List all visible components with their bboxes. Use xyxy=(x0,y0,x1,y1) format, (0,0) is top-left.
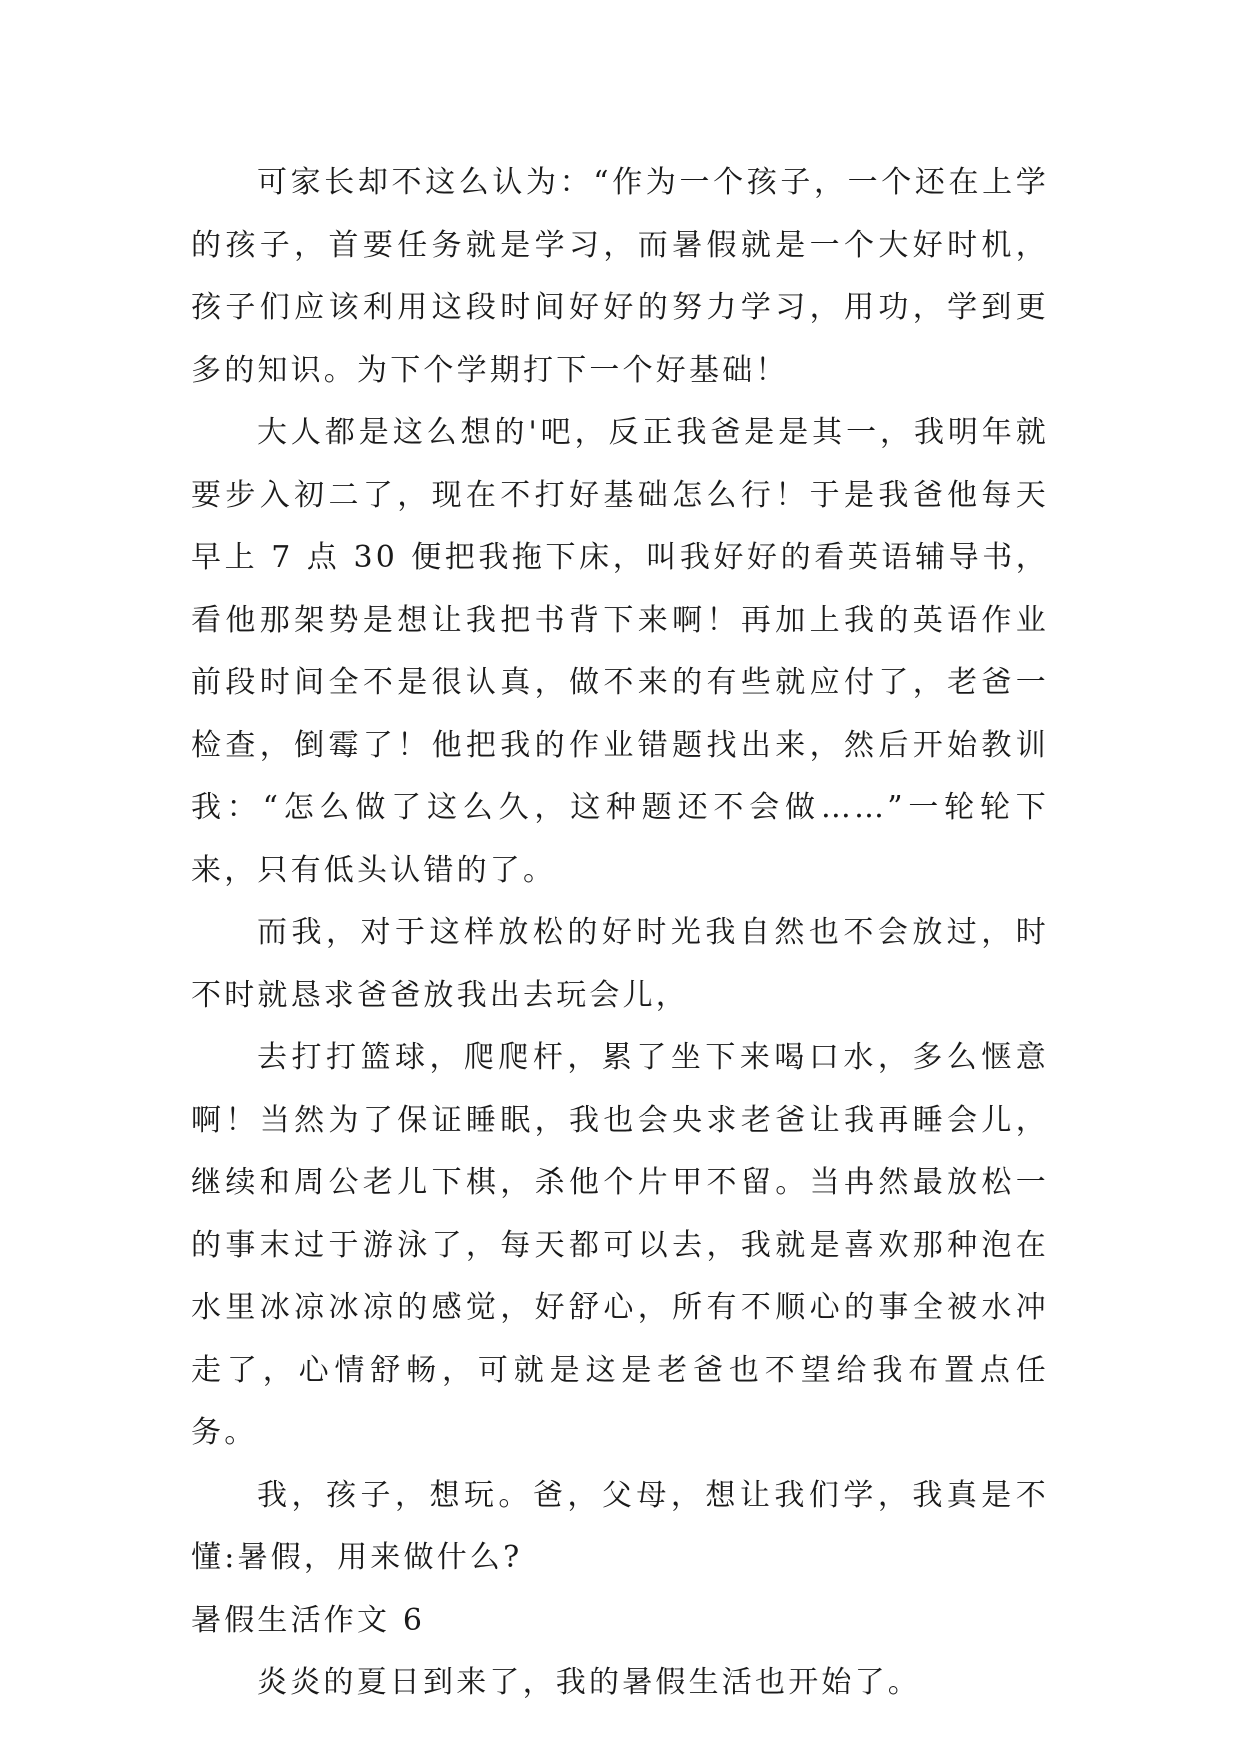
paragraph-6: 炎炎的夏日到来了，我的暑假生活也开始了。 xyxy=(257,1665,921,1700)
paragraph-5: 我，孩子，想玩。爸，父母，想让我们学，我真是不懂:暑假，用来做什么? xyxy=(191,1477,1049,1575)
paragraph-3: 而我，对于这样放松的好时光我自然也不会放过，时不时就恳求爸爸放我出去玩会儿， xyxy=(191,915,1049,1013)
paragraph-1: 可家长却不这么认为：“作为一个孩子，一个还在上学的孩子，首要任务就是学习，而暑假就是一个大好时机，孩子们应该利用这段时间好好的努力学习，用功，学到更多的知识。为下个学期打下一个好基础！ xyxy=(191,165,1049,388)
paragraph-4: 去打打篮球，爬爬杆，累了坐下来喝口水，多么惬意啊！当然为了保证睡眠，我也会央求老爸让我再睡会儿，继续和周公老儿下棋，杀他个片甲不留。当冉然最放松一的事末过于游泳了，每天都可以去，我就是喜欢那种泡在水里冰凉冰凉的感觉，好舒心，所有不顺心的事全被水冲走了，心情舒畅，可就是这是老爸也不望给我布置点任务。 xyxy=(191,1040,1049,1450)
document-body xyxy=(191,152,1049,1715)
paragraph-2: 大人都是这么想的'吧，反正我爸是是其一，我明年就要步入初二了，现在不打好基础怎么行！于是我爸他每天早上 7 点 30 便把我拖下床，叫我好好的看英语辅导书，看他那架势是想让我把书背下来啊！再加上我的英语作业前段时间全不是很认真，做不来的有些就应付了，老爸一检查，倒霉了！他把我的作业错题找出来，然后开始教训我：“怎么做了这么久，这种题还不会做……”一轮轮下来，只有低头认错的了。 xyxy=(191,415,1049,888)
essay-heading: 暑假生活作文 6 xyxy=(191,1602,426,1638)
